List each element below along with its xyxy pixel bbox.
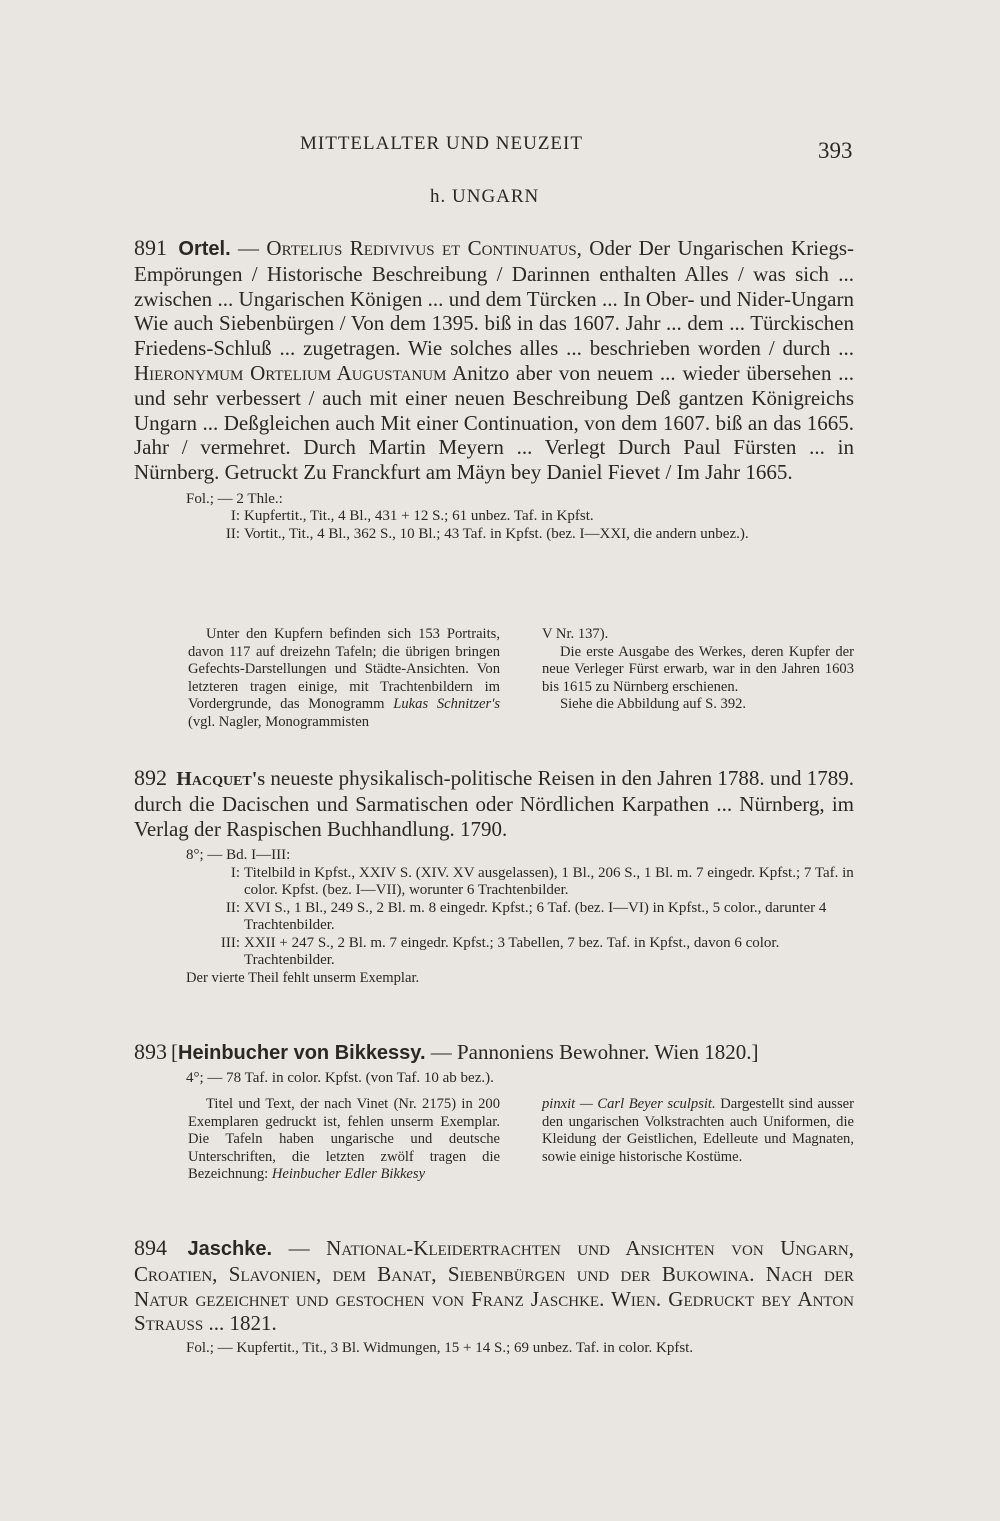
- collation: Fol.; — Kupfertit., Tit., 3 Bl. Widmungen, 15 + 14 S.; 69 unbez. Taf. in color. Kpfst.: [186, 1340, 694, 1357]
- volume-description: I: Kupfertit., Tit., 4 Bl., 431 + 12 S.; 61 unbez. Taf. in Kpfst.: [230, 508, 594, 525]
- page-number: 393: [818, 138, 853, 163]
- note-column-left: Unter den Kupfern befinden sich 153 Portraits, davon 117 auf dreizehn Tafeln; die übrigen bringen Gefechts-Darstellungen und Städte-Ansichten. Von letzteren tragen einige, mit Trachtenbildern im Vordergrunde, das Monogramm Lukas Schnitzer's (vgl. Nagler, Monogrammisten: [188, 626, 500, 730]
- entry-892-title: [134, 766, 854, 841]
- note-column-right: V Nr. 137). Die erste Ausgabe des Werkes, deren Kupfer der neue Verleger Fürst erwarb, war in den Jahren 1603 bis 1615 zu Nürnberg erschienen. Siehe die Abbildung auf S. 392.: [542, 626, 854, 713]
- entry-892: [134, 766, 854, 987]
- entry-author: Heinbucher von Bikkessy.: [178, 1042, 426, 1064]
- note-column-right: pinxit — Carl Beyer sculpsit. Dargestellt sind ausser den ungarischen Volkstrachten auch Uniformen, die Kleidung der Geistlichen, Edelleute und Magnaten, sowie einige historische Kostüme.: [542, 1096, 854, 1165]
- entry-number: 891: [134, 235, 167, 260]
- collation: 4°; — 78 Taf. in color. Kpfst. (von Taf. 10 ab bez.).: [186, 1069, 494, 1086]
- title-text: —: [238, 236, 267, 260]
- entry-author: Jaschke.: [187, 1238, 273, 1260]
- collation: 8°; — Bd. I—III:: [186, 847, 291, 864]
- note-column-left: Titel und Text, der nach Vinet (Nr. 2175) in 200 Exemplaren gedruckt ist, fehlen unserm Exemplar. Die Tafeln haben ungarische und deutsche Unterschriften, die letzten zwölf tragen die Bezeichnung: Heinbucher Edler Bikkesy: [188, 1096, 500, 1183]
- entry-893: [134, 1040, 854, 1087]
- entry-number: 894: [134, 1235, 167, 1260]
- collation: Fol.; — 2 Thle.:: [186, 490, 283, 507]
- title-smallcaps: Hieronymum Ortelium Augustanum: [134, 360, 447, 385]
- entry-891: [134, 236, 854, 543]
- running-title: MITTELALTER UND NEUZEIT: [300, 133, 583, 154]
- volume-description: II: Vortit., Tit., 4 Bl., 362 S., 10 Bl.; 43 Taf. in Kpfst. (bez. I—XXI, die andern unbez.).: [225, 525, 749, 542]
- entry-note: Der vierte Theil fehlt unserm Exemplar.: [186, 969, 420, 986]
- entry-number: 892: [134, 765, 167, 790]
- entry-number: 893: [134, 1039, 167, 1064]
- volume-description: I: Titelbild in Kpfst., XXIV S. (XIV. XV ausgelassen), 1 Bl., 206 S., 1 Bl. m. 7 eingedr. Kpfst.; 7 Taf. in color. Kpfst. (bez. I—VII), worunter 6 Trachtenbilder.: [230, 864, 854, 899]
- entry-891-title: [134, 236, 854, 485]
- entry-893-notes: [188, 1096, 854, 1184]
- title-smallcaps: Ortelius Redivivus et Continuatus: [266, 236, 577, 260]
- title-text: Anitzo aber von neuem ... wieder übersehen ... und sehr verbessert / auch mit einer neuen Beschreibung Deß gantzen Königreichs Ungarn ... Deßgleichen auch Mit einer Continuation, von dem 1607. biß an das 1665. Jahr / vermehret. Durch Martin Meyern ... Verlegt Durch Paul Fürsten ... in Nürnberg. Getruckt Zu Franckfurt am Mäyn bey Daniel Fievet / Im Jahr 1665.: [134, 360, 854, 485]
- entry-author: Ortel.: [178, 238, 231, 260]
- entry-894: [134, 1236, 854, 1358]
- section-heading: h. UNGARN: [430, 186, 540, 207]
- title-smallcaps: National-Kleidertrachten und Ansichten von Ungarn, Croatien, Slavonien, dem Banat, Siebenbürgen und der Bukowina. Nach der Natur gezeichnet und gestochen von Franz Jaschke. Wien. Gedruckt bey Anton Strauss: [134, 1236, 854, 1336]
- entry-author: Hacquet's: [176, 768, 266, 790]
- title-text: — Pannoniens Bewohner. Wien 1820.]: [425, 1040, 759, 1064]
- title-text: neueste physikalisch-politische Reisen in den Jahren 1788. und 1789. durch die Dacischen und Sarmatischen oder Nördlichen Karpathen ... Nürnberg, im Verlag der Raspischen Buchhandlung. 1790.: [134, 766, 854, 841]
- entry-894-title: 894 Jaschke. — National-Kleidertrachten und Ansichten von Ungarn, Croatien, Slavonien, dem Banat, Siebenbürgen und der Bukowina. Nach der Natur gezeichnet und gestochen von Franz Jaschke. Wien. Gedruckt bey Anton Strauss ... 1821.: [134, 1235, 854, 1336]
- volume-description: II: XVI S., 1 Bl., 249 S., 2 Bl. m. 8 eingedr. Kpfst.; 6 Taf. (bez. I—VI) in Kpfst., 5 color., darunter 4 Trachtenbilder.: [225, 899, 827, 934]
- volume-description: III: XXII + 247 S., 2 Bl. m. 7 eingedr. Kpfst.; 3 Tabellen, 7 bez. Taf. in Kpfst., davon 6 color. Trachtenbilder.: [220, 934, 780, 969]
- entry-891-notes: [188, 626, 854, 732]
- entry-893-title: 893 [Heinbucher von Bikkessy. — Pannoniens Bewohner. Wien 1820.]: [134, 1039, 759, 1064]
- title-text: , Oder Der Ungarischen Kriegs-Empörungen / Historische Beschreibung / Darinnen enthalten Alles / was sich ... zwischen ... Ungarischen Königen ... und dem Türcken ... In Ober- und Nider-Ungarn Wie auch Siebenbürgen / Von dem 1395. biß in das 1607. Jahr ... dem ... Türckischen Friedens-Schluß ... zugetragen. Wie solches alles ... beschrieben worden / durch ...: [134, 236, 855, 361]
